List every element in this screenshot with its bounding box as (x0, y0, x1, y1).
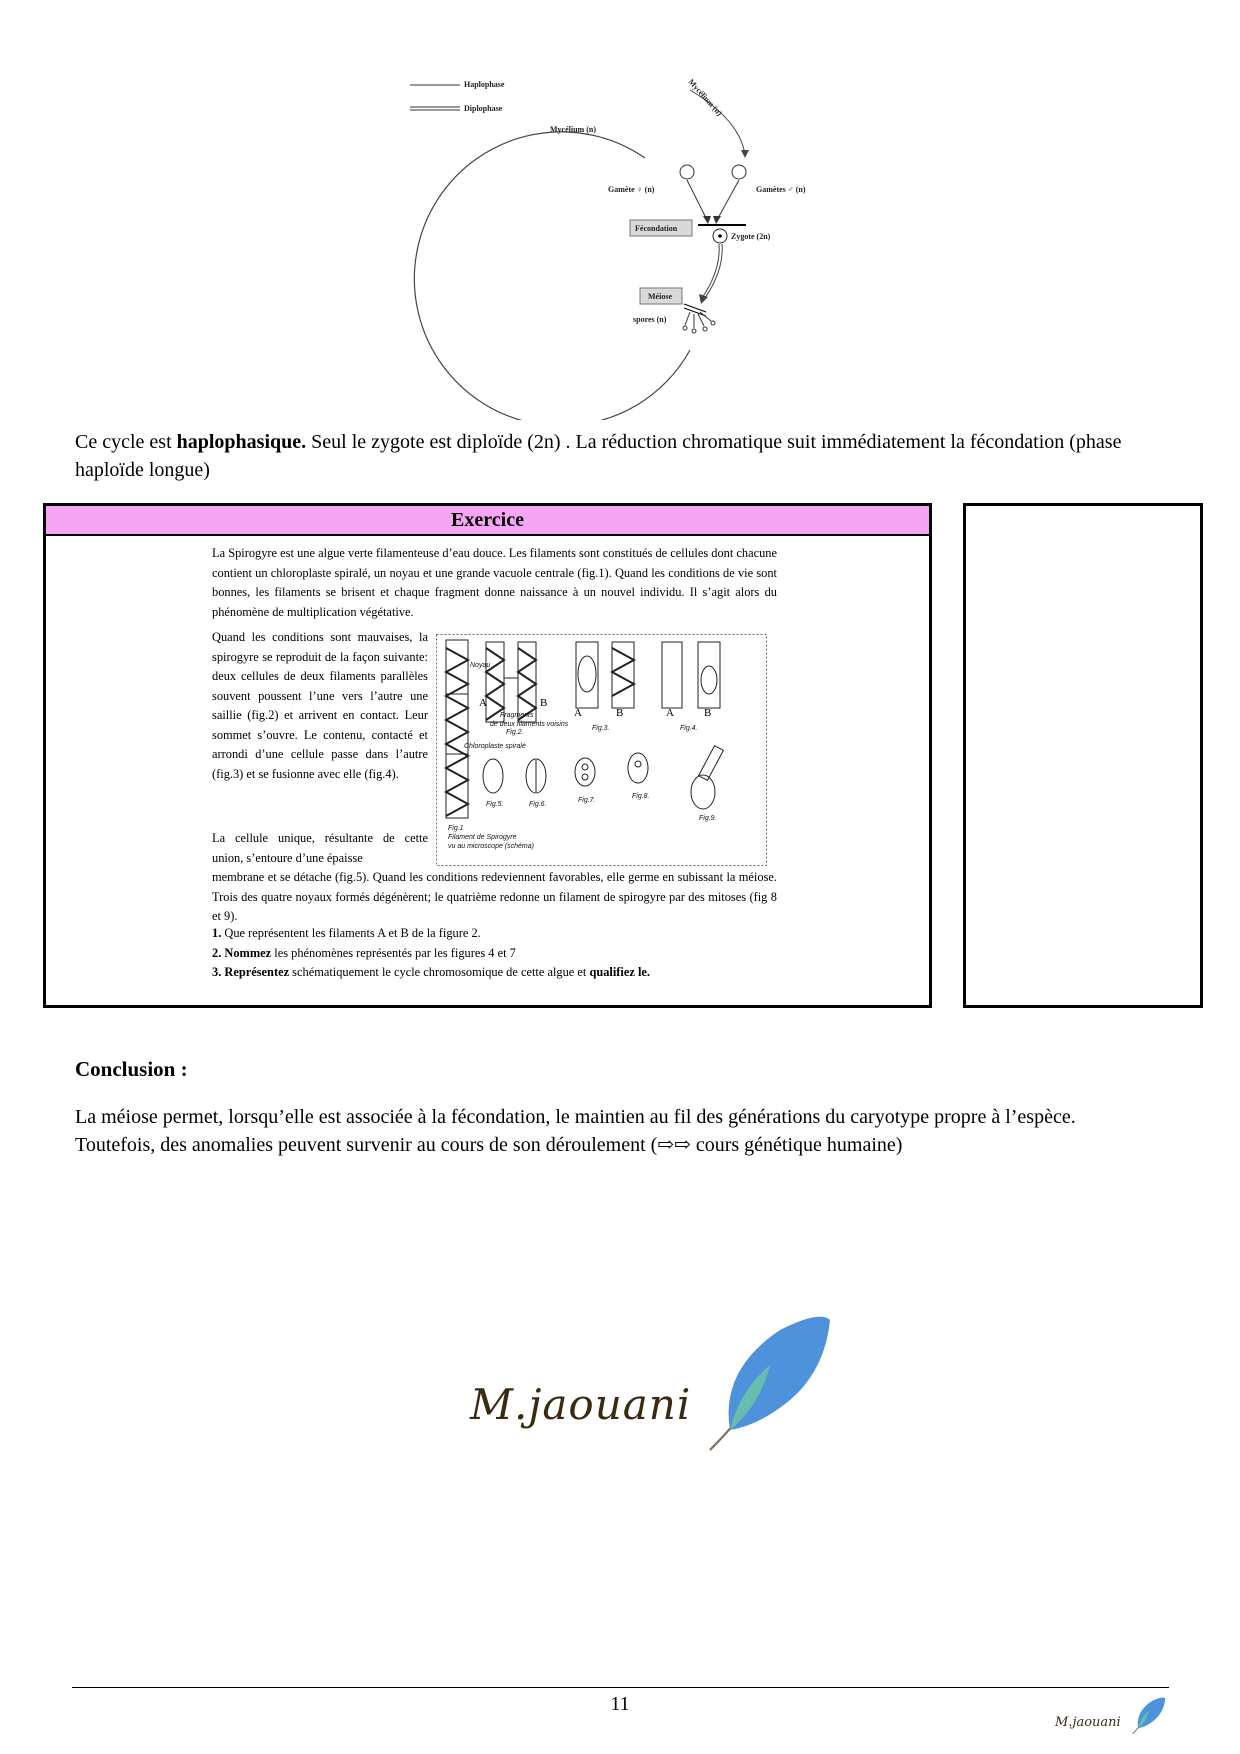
conclusion-text: La méiose permet, lorsqu’elle est associée à la fécondation, le maintien au fil des générations du caryotype propre à l’espèce. Toutefois, des anomalies peuvent survenir au cours de son déroulement (⇨⇨ cours génétique humaine) (75, 1106, 1076, 1156)
exercise-paragraph-1: La Spirogyre est une algue verte filamenteuse d’eau douce. Les filaments sont constitués de cellules dont chacune contient un chloroplaste spiralé, un noyau et une grande vacuole centrale (fig.1). Quand les conditions de vie sont bonnes, les filaments se brisent et chaque fragment donne naissance à un nouvel individu. Il s’agit alors du phénomène de multiplication végétative. (212, 546, 777, 619)
fig3-caption: Fig.3. (592, 725, 610, 732)
meiose-label: Méiose (648, 292, 672, 301)
fig9-caption: Fig.9. (699, 815, 717, 822)
fig4-label-A: A (666, 707, 674, 719)
footer-feather-icon (1130, 1695, 1168, 1737)
fig5-caption: Fig.5. (486, 801, 504, 808)
exercise-title: Exercice (46, 506, 929, 536)
fecondation-label: Fécondation (635, 224, 678, 233)
fig4-caption: Fig.4. (680, 725, 698, 732)
legend-diplophase: Diplophase (464, 104, 503, 113)
author-logo (470, 1310, 840, 1460)
fig6-caption: Fig.6. (529, 801, 547, 808)
conclusion-title: Conclusion : (75, 1057, 188, 1081)
footer-logo-text: M.jaouani (1055, 1715, 1121, 1730)
haplophasic-cycle-diagram (400, 70, 860, 420)
page-number: 11 (610, 1693, 630, 1715)
question-2: 2. Nommez les phénomènes représentés par les figures 4 et 7 (212, 945, 516, 960)
zygote-label: Zygote (2n) (731, 232, 771, 241)
fig1-caption-2: Filament de Spirogyre (448, 834, 517, 841)
fig3-label-B: B (616, 707, 624, 719)
footer-rule (72, 1687, 1169, 1688)
spores-label: spores (n) (633, 315, 667, 324)
label-noyau: Noyau (470, 662, 491, 669)
fig1-caption: Fig.1 (448, 825, 464, 832)
exercise-questions (212, 924, 777, 983)
fig2-label-A: A (479, 697, 487, 709)
question-3: 3. Représentez schématiquement le cycle chromosomique de cette algue et qualifiez le. (212, 965, 651, 979)
feather-icon (700, 1310, 840, 1460)
answer-box (963, 503, 1203, 1008)
question-1: 1. Que représentent les filaments A et B de la figure 2. (212, 926, 481, 940)
exercise-paragraph-3: La cellule unique, résultante de cette union, s’entoure d’une épaisse (212, 831, 428, 865)
fig4-label-B: B (704, 707, 712, 719)
fig1-caption-3: vu au microscope (schéma) (448, 843, 534, 850)
exercise-paragraph-4: membrane et se détache (fig.5). Quand les conditions redeviennent favorables, elle germe en subissant la méiose. Trois des quatre noyaux formés dégénèrent; le quatrième redonne un filament de spirogyre par des mitoses (fig 8 et 9). (212, 870, 777, 923)
mycelium-side-label: Mycélium (n) (686, 77, 724, 118)
label-fragments: Fragments (500, 712, 534, 719)
exercise-box (43, 503, 932, 1008)
fig3-label-A: A (574, 707, 582, 719)
label-chloroplaste: Chloroplaste spiralé (464, 743, 526, 750)
fig8-caption: Fig.8. (632, 793, 650, 800)
mycelium-top-label: Mycélium (n) (550, 125, 596, 134)
cycle-description: Ce cycle est haplophasique. Seul le zygote est diploïde (2n) . La réduction chromatique suit immédiatement la fécondation (phase haploïde longue) (75, 431, 1122, 481)
footer-logo (1055, 1695, 1170, 1740)
gametes-male-label: Gamètes ♂ (n) (756, 185, 806, 194)
logo-text: M.jaouani (470, 1380, 692, 1429)
legend-haplophase: Haplophase (464, 80, 505, 89)
fig2-label-B: B (540, 697, 548, 709)
spirogyra-figures (436, 634, 767, 866)
fig2-caption: Fig.2. (506, 729, 524, 736)
label-fragments-2: de deux filaments voisins (490, 721, 569, 728)
exercise-paragraph-2: Quand les conditions sont mauvaises, la spirogyre se reproduit de la façon suivante: deux cellules de deux filaments parallèles souvent poussent l’une vers l’autre une saillie (fig.2) et arrivent en contact. Leur sommet s’ouvre. Le contenu, contacté et arrondi d’une cellule passe dans l’autre (fig.3) et se fusionne avec elle (fig.4). (212, 630, 428, 781)
fig7-caption: Fig.7. (578, 797, 596, 804)
gamete-female-label: Gamète ♀ (n) (608, 185, 655, 194)
